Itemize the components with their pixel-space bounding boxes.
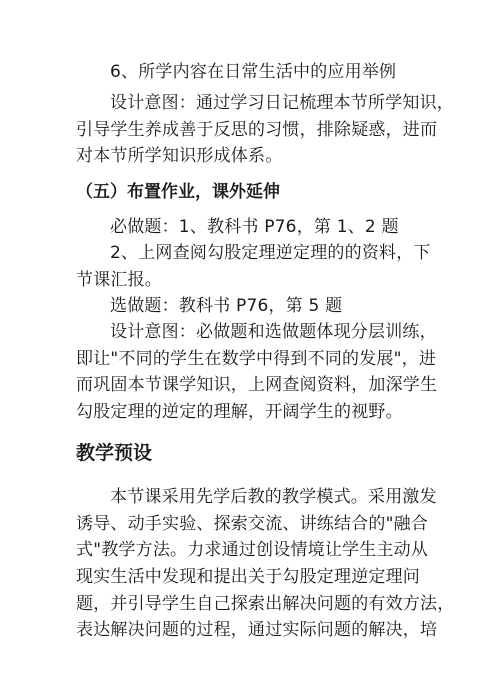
preset-heading: 教学预设 [76, 442, 153, 464]
section5-intent-line-2: 即让"不同的学生在数学中得到不同的发展"，进 [76, 349, 437, 369]
section5-heading: （五）布置作业，课外延伸 [76, 182, 280, 202]
preset-line-2: 诱导、动手实验、探索交流、讲练结合的"融合 [76, 514, 429, 534]
preset-line-4: 现实生活中发现和提出关于勾股定理逆定理问 [76, 567, 420, 587]
preset-line-5: 题，并引导学生自己探索出解决问题的有效方法， [76, 594, 455, 614]
section6-title: 6、所学内容在日常生活中的应用举例 [110, 62, 397, 82]
section5-intent-line-1: 设计意图：必做题和选做题体现分层训练， [110, 322, 437, 342]
homework-item-2-cont: 节课汇报。 [76, 270, 162, 290]
section6-intent-line-2: 引导学生养成善于反思的习惯，排除疑惑，进而 [76, 120, 438, 140]
homework-optional: 选做题：教科书 P76，第 5 题 [110, 296, 343, 316]
homework-item-2: 2、上网查阅勾股定理逆定理的的资料，下 [110, 243, 431, 263]
section5-intent-line-4: 勾股定理的逆定的理解，开阔学生的视野。 [76, 402, 403, 422]
section6-intent-line-3: 对本节所学知识形成体系。 [76, 146, 283, 166]
preset-line-1: 本节课采用先学后教的教学模式。采用激发 [110, 487, 437, 507]
preset-line-6: 表达解决问题的过程，通过实际问题的解决，培 [76, 620, 438, 640]
section5-intent-line-3: 而巩固本节课学知识，上网查阅资料，加深学生 [76, 375, 438, 395]
preset-line-3: 式"教学方法。力求通过创设情境让学生主动从 [76, 540, 429, 560]
homework-required: 必做题：1、教科书 P76，第 1、2 题 [110, 217, 399, 237]
section6-intent-line-1: 设计意图：通过学习日记梳理本节所学知识， [110, 93, 454, 113]
